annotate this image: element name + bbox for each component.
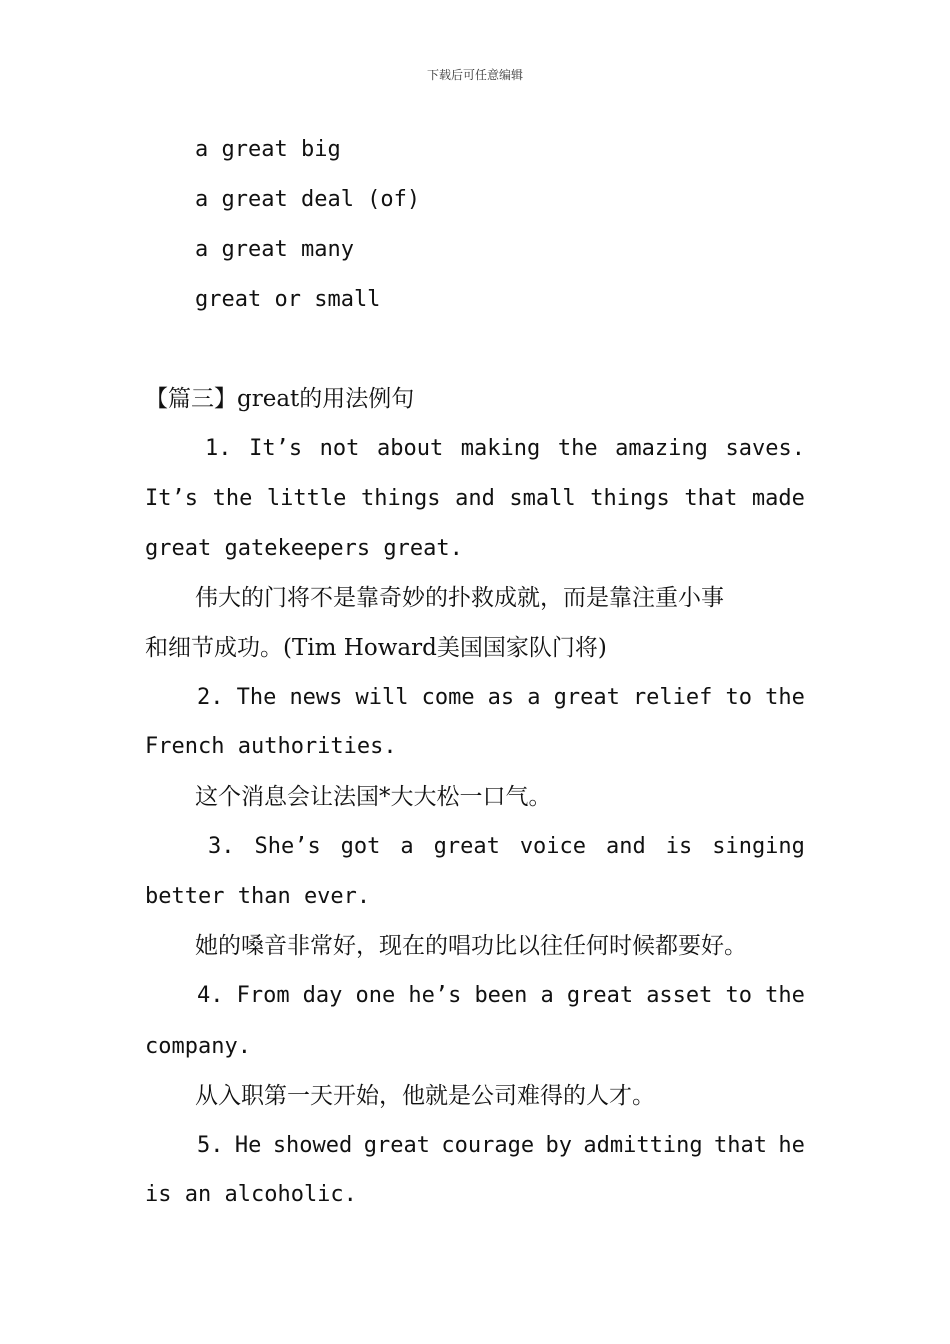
word: a bbox=[400, 834, 414, 859]
word: great bbox=[566, 983, 634, 1008]
word: things bbox=[590, 486, 670, 511]
word: She’s bbox=[254, 834, 321, 859]
phrase-item: a great big bbox=[195, 137, 341, 162]
word: He bbox=[234, 1133, 262, 1158]
word: 5. bbox=[197, 1133, 224, 1158]
word: got bbox=[340, 834, 381, 859]
word: made bbox=[751, 486, 805, 511]
phrase-item: great or small bbox=[195, 287, 381, 312]
example-3-en-line-1 bbox=[208, 832, 805, 862]
word: showed bbox=[272, 1133, 353, 1158]
word: he’s bbox=[408, 983, 462, 1008]
word: great bbox=[363, 1133, 430, 1158]
word: small bbox=[509, 486, 576, 511]
example-5-en-line-2: is an alcoholic. bbox=[145, 1182, 357, 1207]
word: been bbox=[474, 983, 528, 1008]
word: singing bbox=[712, 834, 805, 859]
word: a bbox=[527, 685, 541, 710]
example-3-en-line-2: better than ever. bbox=[145, 884, 371, 909]
word: and bbox=[455, 486, 495, 511]
word: 3. bbox=[208, 834, 235, 859]
word: not bbox=[319, 436, 360, 461]
example-4-zh-line-1: 从入职第一天开始，他就是公司难得的人才。 bbox=[195, 1083, 655, 1109]
word: the bbox=[765, 685, 805, 710]
word: great bbox=[553, 685, 620, 710]
example-1-zh-line-2: 和细节成功。(Tim Howard美国国家队门将) bbox=[145, 635, 607, 661]
word: by bbox=[545, 1133, 572, 1158]
word: asset bbox=[646, 983, 713, 1008]
word: It’s bbox=[145, 486, 198, 511]
word: voice bbox=[519, 834, 587, 859]
word: courage bbox=[441, 1133, 535, 1158]
example-5-en-line-1 bbox=[197, 1131, 805, 1161]
word: things bbox=[361, 486, 441, 511]
word: great bbox=[433, 834, 500, 859]
word: little bbox=[266, 486, 347, 511]
word: to bbox=[725, 983, 753, 1008]
word: that bbox=[714, 1133, 767, 1158]
phrase-item: a great deal (of) bbox=[195, 187, 421, 212]
word: a bbox=[540, 983, 554, 1008]
word: saves. bbox=[725, 436, 805, 461]
word: From bbox=[236, 983, 290, 1008]
example-4-en-line-2: company. bbox=[145, 1034, 251, 1059]
word: 4. bbox=[197, 983, 224, 1008]
word: that bbox=[684, 486, 738, 511]
example-2-en-line-1 bbox=[197, 683, 805, 713]
example-2-en-line-2: French authorities. bbox=[145, 734, 397, 759]
word: the bbox=[212, 486, 253, 511]
word: relief bbox=[632, 685, 713, 710]
example-4-en-line-1 bbox=[197, 981, 805, 1011]
word: the bbox=[557, 436, 598, 461]
example-1-en-line-2 bbox=[145, 484, 805, 514]
word: day bbox=[302, 983, 343, 1008]
section-title: 【篇三】great的用法例句 bbox=[145, 386, 415, 412]
word: one bbox=[355, 983, 396, 1008]
word: the bbox=[765, 983, 805, 1008]
word: to bbox=[725, 685, 753, 710]
word: making bbox=[460, 436, 541, 461]
word: amazing bbox=[615, 436, 708, 461]
word: 1. bbox=[205, 436, 232, 461]
phrase-item: a great many bbox=[195, 237, 354, 262]
example-1-en-line-1 bbox=[205, 434, 805, 464]
word: about bbox=[376, 436, 444, 461]
example-3-zh-line-1: 她的嗓音非常好，现在的唱功比以往任何时候都要好。 bbox=[195, 933, 747, 959]
example-1-en-line-3: great gatekeepers great. bbox=[145, 536, 463, 561]
example-2-zh-line-1: 这个消息会让法国*大大松一口气。 bbox=[195, 784, 552, 810]
word: news bbox=[289, 685, 343, 710]
word: 2. bbox=[197, 685, 224, 710]
word: he bbox=[778, 1133, 805, 1158]
word: will bbox=[355, 685, 409, 710]
word: The bbox=[236, 685, 277, 710]
page-header: 下载后可任意编辑 bbox=[426, 68, 523, 82]
word: is bbox=[665, 834, 693, 859]
word: admitting bbox=[583, 1133, 703, 1158]
word: and bbox=[606, 834, 646, 859]
word: come bbox=[421, 685, 475, 710]
example-1-zh-line-1: 伟大的门将不是靠奇妙的扑救成就，而是靠注重小事 bbox=[195, 585, 724, 611]
word: as bbox=[487, 685, 515, 710]
word: It’s bbox=[249, 436, 303, 461]
